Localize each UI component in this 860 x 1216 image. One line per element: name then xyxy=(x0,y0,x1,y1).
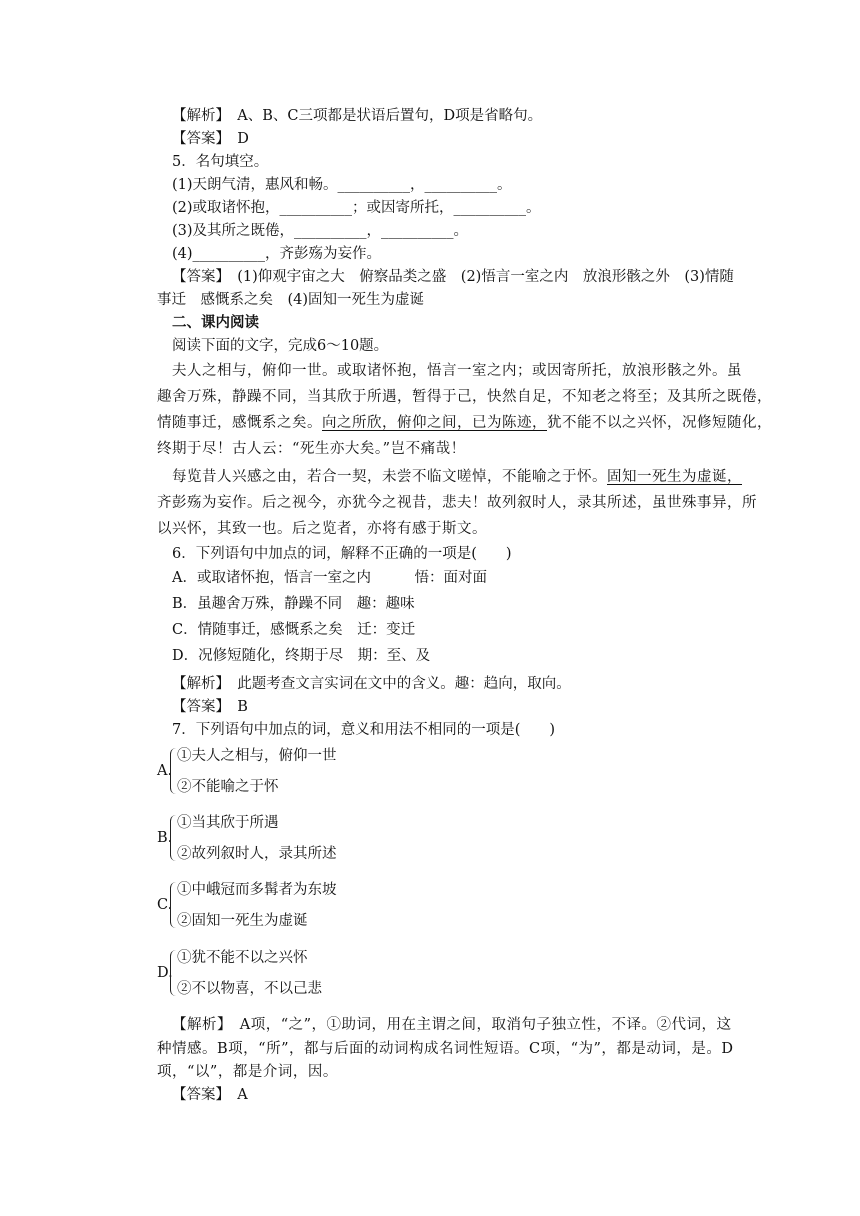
option-d-label: D. xyxy=(157,965,173,981)
passage-p2-line3: 以兴怀，其致一也。后之览者，亦将有感于斯文。 xyxy=(157,521,487,537)
analysis-7-line2: 种情感。B项，“所”，都与后面的动词构成名词性短语。C项，“为”，都是动词，是。D xyxy=(157,1041,734,1057)
answer-5-line1: 【答案】 (1)仰观宇宙之大 俯察品类之盛 (2)悟言一室之内 放浪形骸之外 (3)情随 xyxy=(172,269,734,285)
option-b-label: B. xyxy=(157,830,173,846)
brace-b xyxy=(170,815,177,861)
q6-option-c: C．情随事迁，感慨系之矣 迁：变迁 xyxy=(172,622,416,638)
analysis-7-line1: 【解析】 A项，“之”，①助词，用在主谓之间，取消句子独立性，不译。②代词，这 xyxy=(172,1017,732,1033)
question-5: 5．名句填空。 xyxy=(172,154,269,170)
brace-a xyxy=(170,748,177,794)
passage-p2-line2: 齐彭殇为妄作。后之视今，亦犹今之视昔，悲夫！故列叙时人，录其所述，虽世殊事异，所 xyxy=(157,495,757,511)
underlined-phrase-2: 固知一死生为虚诞， xyxy=(607,469,742,485)
passage-p2-line1: 每览昔人兴感之由，若合一契，未尝不临文嗟悼，不能喻之于怀。固知一死生为虚诞， xyxy=(172,469,742,485)
question-7: 7．下列语句中加点的词，意义和用法不相同的一项是( ) xyxy=(172,722,556,738)
passage-p1-line1: 夫人之相与，俯仰一世。或取诸怀抱，悟言一室之内；或因寄所托，放浪形骸之外。虽 xyxy=(172,363,742,379)
q5-item-4: (4)__________，齐彭殇为妄作。 xyxy=(172,246,382,262)
q5-item-1: (1)天朗气清，惠风和畅。__________，__________。 xyxy=(172,177,512,193)
analysis-6: 【解析】 此题考查文言实词在文中的含义。趣：趋向，取向。 xyxy=(172,676,571,692)
answer-6: 【答案】 B xyxy=(172,699,248,715)
reading-instruction: 阅读下面的文字，完成6～10题。 xyxy=(172,338,389,354)
underlined-phrase-1: 向之所欣，俯仰之间，已为陈迹， xyxy=(322,415,547,431)
passage-p1-line3: 情随事迁，感慨系之矣。向之所欣，俯仰之间，已为陈迹，犹不能不以之兴怀，况修短随化， xyxy=(157,415,772,431)
q5-item-2: (2)或取诸怀抱，__________；或因寄所托，__________。 xyxy=(172,200,541,216)
passage-p1-line4: 终期于尽！古人云：“死生亦大矣。”岂不痛哉！ xyxy=(157,441,466,457)
q7a-line1: ①夫人之相与，俯仰一世 xyxy=(177,748,337,764)
answer-7: 【答案】 A xyxy=(172,1087,248,1103)
section-heading: 二、课内阅读 xyxy=(172,314,259,331)
q5-item-3: (3)及其所之既倦，__________，__________。 xyxy=(172,223,469,239)
q7b-line2: ②故列叙时人，录其所述 xyxy=(177,846,337,862)
q6-option-a: A．或取诸怀抱，悟言一室之内 悟：面对面 xyxy=(172,570,487,586)
q7d-line1: ①犹不能不以之兴怀 xyxy=(177,950,308,966)
q6-option-b: B．虽趣舍万殊，静躁不同 趣：趣味 xyxy=(172,596,415,612)
brace-c xyxy=(170,882,177,928)
q6-option-d: D．况修短随化，终期于尽 期：至、及 xyxy=(172,648,431,664)
option-c-label: C. xyxy=(157,897,173,913)
q7b-line1: ①当其欣于所遇 xyxy=(177,815,279,831)
answer-5-line2: 事迁 感慨系之矣 (4)固知一死生为虚诞 xyxy=(157,292,425,308)
q7d-line2: ②不以物喜，不以己悲 xyxy=(177,981,322,997)
analysis-4: 【解析】 A、B、C三项都是状语后置句，D项是省略句。 xyxy=(172,108,543,124)
q7c-line1: ①中峨冠而多髯者为东坡 xyxy=(177,882,337,898)
answer-4: 【答案】 D xyxy=(172,131,249,147)
q7a-line2: ②不能喻之于怀 xyxy=(177,779,279,795)
option-a-label: A. xyxy=(157,763,173,779)
question-6: 6．下列语句中加点的词，解释不正确的一项是( ) xyxy=(172,546,512,562)
brace-d xyxy=(170,950,177,996)
passage-p1-line2: 趣舍万殊，静躁不同，当其欣于所遇，暂得于己，快然自足，不知老之将至；及其所之既倦， xyxy=(157,389,772,405)
analysis-7-line3: 项，“以”，都是介词，因。 xyxy=(157,1064,338,1080)
q7c-line2: ②固知一死生为虚诞 xyxy=(177,913,308,929)
